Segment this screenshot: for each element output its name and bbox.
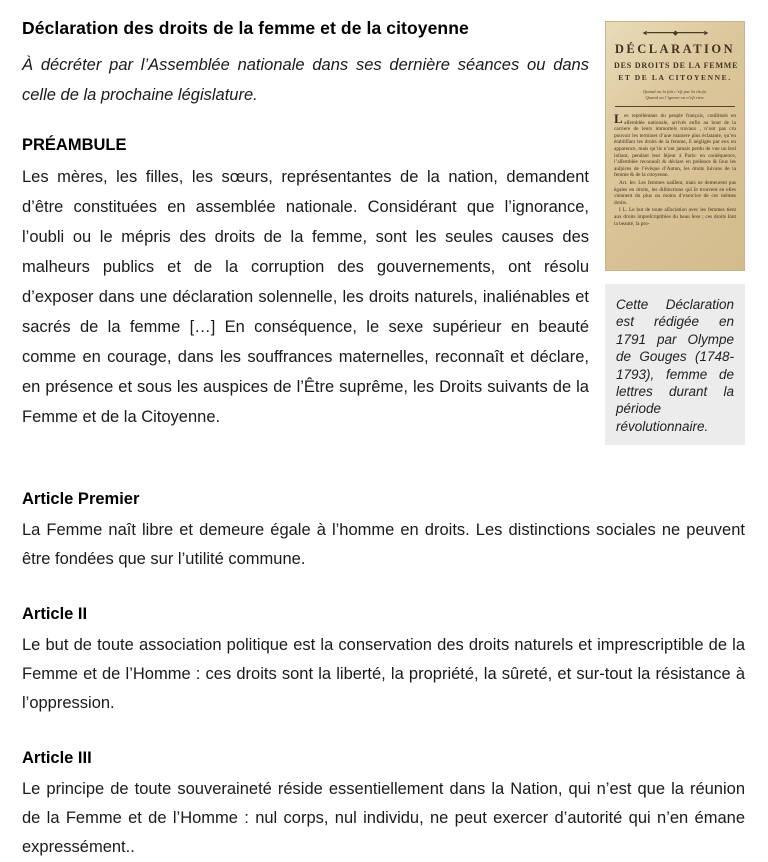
section-article-premier	[22, 459, 745, 574]
page-title: Déclaration des droits de la femme et de la citoyenne	[22, 18, 469, 38]
figure-caption-text: Cette Déclaration est rédigée en 1791 par Olympe de Gouges (1748-1793), femme de lettres durant la période révolutionnaire.	[616, 297, 734, 434]
scan-paragraph: Art. Ier. Les femmes naiſſent, mais ne demeurent pas égales en droits, les diſtinctions qui ſe trouvent en elles viennent du plus ou moins d’exercice de ces mêmes droits.	[614, 179, 736, 206]
scan-dropcap: L	[614, 111, 623, 126]
scan-ornament: ◄━━━━━━━━◆━━━━━━━━►	[641, 29, 709, 37]
pamphlet-scan-image	[605, 21, 745, 271]
article-premier-heading: Article Premier	[22, 490, 140, 509]
scan-epigraph	[614, 89, 736, 101]
scan-epigraph-line: Quand on la fait c’eſt par la choſe,	[642, 89, 708, 94]
scan-paragraph: Les repréſentans du peuple françois, conſtitués en aſſemblée nationale, arrivés enfin au bout de la carriere de leurs immortels travaux , n’ont pas cru pouvoir les terminer d’une maniere plus éclatante, qu’en établiſſant les droits de la femme, ſi négligés par eux en apparence, mais qu’ils n’ont jamais perdu de vue un ſeul inſtant, pendant leur ſéjour à Paris: en conſéquence, l’aſſemblée reconnoît & déclare en préſence & ſous les auſpices de l’évêque d’Autun, les droits ſuivans de la femme & de la citoyenne.	[614, 111, 736, 179]
article-2-heading: Article II	[22, 605, 88, 624]
scan-paragraph: I L. Le but de toute aſſociation avec les femmes tient aux droits impreſcriptibles du beau ſexe ; ces droits ſont la beauté, la pro-	[614, 207, 736, 227]
scan-body-text	[614, 113, 736, 227]
article-2-body: Le but de toute association politique est la conservation des droits naturels et imprescriptible de la Femme et de l’Homme : ces droits sont la liberté, la propriété, la sûreté, et sur-tout la résistance à l’oppression.	[22, 636, 745, 713]
section-article-3	[22, 718, 745, 862]
scan-subtitle-2: ET DE LA CITOYENNE.	[618, 73, 732, 82]
article-premier-body: La Femme naît libre et demeure égale à l’homme en droits. Les distinctions sociales ne peuvent être fondées que sur l’utilité commune.	[22, 521, 745, 569]
preambule-heading: PRÉAMBULE	[22, 136, 127, 154]
article-3-body: Le principe de toute souveraineté réside essentiellement dans la Nation, qui n’est que la réunion de la Femme et de l’Homme : nul corps, nul individu, ne peut exercer d’autorité qui n’en émane expressément..	[22, 780, 745, 857]
scan-divider	[615, 106, 735, 107]
scan-epigraph-line: Quand on l’ignore on n’eſt rien.	[645, 95, 705, 100]
document-page	[22, 18, 745, 862]
page-subtitle: À décréter par l’Assemblée nationale dans ses dernière séances ou dans celle de la prochaine législature.	[22, 56, 589, 104]
scan-subtitle-1: DES DROITS DE LA FEMME	[614, 61, 739, 70]
scan-title: DÉCLARATION	[614, 42, 736, 56]
preambule-body: Les mères, les filles, les sœurs, représentantes de la nation, demandent d’être constituées en assemblée nationale. Considérant que l’ignorance, l’oubli ou le mépris des droits de la femme, sont les seules causes des malheurs publics et de la corruption des gouvernements, ont résolu d’exposer dans une déclaration solennelle, les droits naturels, inaliénables et sacrés de la femme […] En conséquence, le sexe supérieur en beauté comme en courage, dans les souffrances maternelles, reconnaît et déclare, en présence et sous les auspices de l’Être suprême, les Droits suivants de la Femme et de la Citoyenne.	[22, 168, 589, 426]
figure-declaration	[605, 21, 745, 445]
section-article-2	[22, 574, 745, 718]
article-3-heading: Article III	[22, 749, 92, 768]
figure-caption-box	[605, 284, 745, 445]
